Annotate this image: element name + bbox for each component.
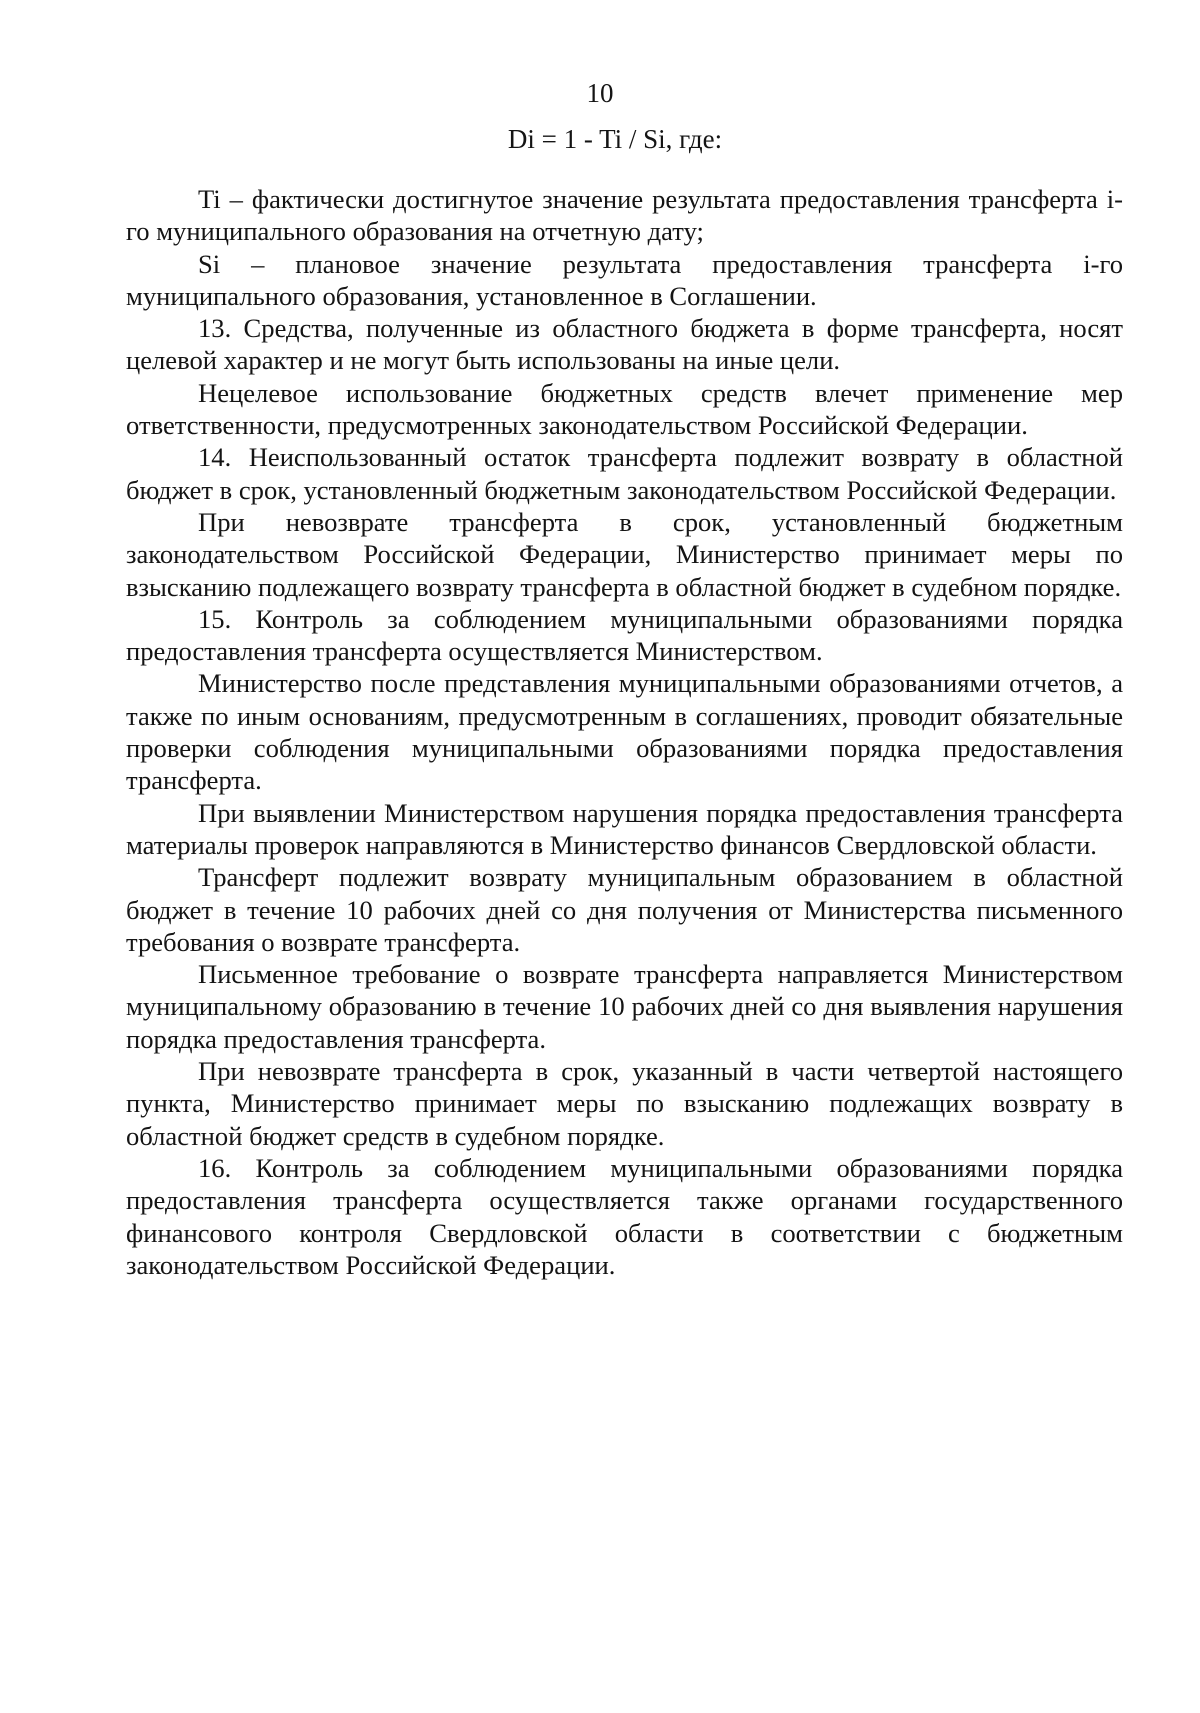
formula-line: Di = 1 - Ti / Si, где: (507, 124, 723, 154)
paragraph-non-return: При невозврате трансферта в срок, установленный бюджетным законодательством Российской Федерации, Министерство принимает меры по взысканию подлежащего возврату трансферта в областной бюджет в судебном порядке. (126, 506, 1123, 602)
paragraph-return-deadline: Трансферт подлежит возврату муниципальным образованием в областной бюджет в течение 10 рабочих дней со дня получения от Министерства письменного требования о возврате трансферта. (126, 862, 1123, 957)
paragraph-violations: При выявлении Министерством нарушения порядка предоставления трансферта материалы проверок направляются в Министерство финансов Свердловской области. (126, 797, 1123, 860)
paragraph-si-definition: Si – плановое значение результата предоставления трансферта i-го муниципального образования, установленное в Соглашении. (126, 248, 1123, 311)
page-number: 10 (586, 78, 614, 108)
paragraph-misuse: Нецелевое использование бюджетных средств влечет применение мер ответственности, предусмотренных законодательством Российской Федерации. (126, 377, 1123, 441)
paragraph-15: 15. Контроль за соблюдением муниципальными образованиями порядка предоставления трансферта осуществляется Министерством. (126, 603, 1123, 667)
paragraph-inspections: Министерство после представления муниципальными образованиями отчетов, а также по иным основаниям, предусмотренным в соглашениях, проводит обязательные проверки соблюдения муниципальными образованиями порядка предоставления трансферта. (126, 668, 1123, 796)
paragraph-ti-definition: Ti – фактически достигнутое значение результата предоставления трансферта i-го муниципального образования на отчетную дату; (126, 184, 1123, 247)
document-body (126, 183, 1123, 1281)
paragraph-14: 14. Неиспользованный остаток трансферта подлежит возврату в областной бюджет в срок, установленный бюджетным законодательством Российской Федерации. (126, 442, 1123, 505)
paragraph-16: 16. Контроль за соблюдением муниципальными образованиями порядка предоставления трансферта осуществляется также органами государственного финансового контроля Свердловской области в соответствии с бюджетным законодательством Российской Федерации. (126, 1152, 1123, 1280)
paragraph-13: 13. Средства, полученные из областного бюджета в форме трансферта, носят целевой характер и не могут быть использованы на иные цели. (126, 313, 1123, 376)
paragraph-court-recovery: При невозврате трансферта в срок, указанный в части четвертой настоящего пункта, Министерство принимает меры по взысканию подлежащих возврату в областной бюджет средств в судебном порядке. (126, 1056, 1123, 1151)
paragraph-written-demand: Письменное требование о возврате трансферта направляется Министерством муниципальному образованию в течение 10 рабочих дней со дня выявления нарушения порядка предоставления трансферта. (126, 959, 1123, 1054)
